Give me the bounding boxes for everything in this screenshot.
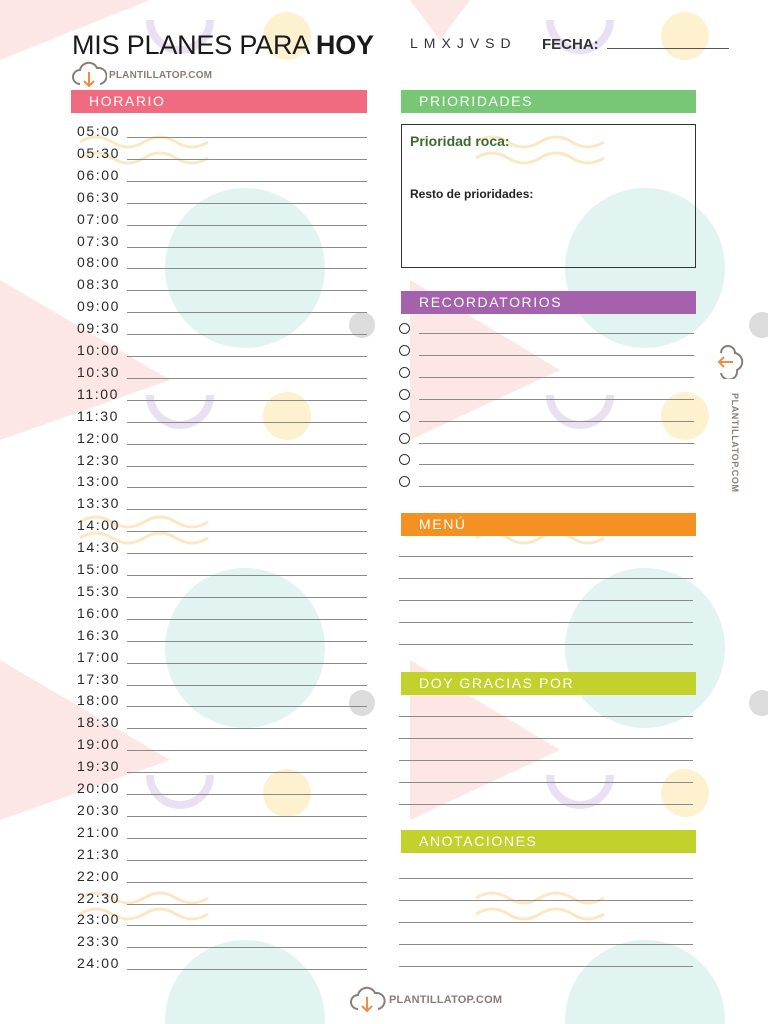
time-label: 06:30 [77,188,121,205]
arc-decor [550,775,610,805]
section-header-anotaciones: ANOTACIONES [401,830,696,853]
time-label: 09:00 [77,298,121,315]
time-label: 11:30 [77,407,119,424]
time-label: 13:00 [77,473,121,490]
time-slot-line[interactable] [127,334,367,335]
time-slot-line[interactable] [127,860,367,861]
time-slot-row[interactable] [77,824,367,846]
time-label: 15:00 [77,561,121,577]
time-slot-line[interactable] [127,268,367,269]
time-label: 08:30 [77,276,121,293]
time-slot-row[interactable] [77,276,367,298]
reminder-line[interactable] [419,464,694,465]
time-label: 21:30 [77,845,121,862]
reminder-line[interactable] [419,355,694,356]
time-label: 12:30 [77,451,121,468]
time-slot-row[interactable] [77,605,367,627]
time-slot-row[interactable] [77,342,367,364]
time-label: 07:30 [77,232,121,249]
time-label: 14:00 [77,517,121,534]
time-slot-line[interactable] [127,969,367,970]
reminder-checkbox[interactable] [399,476,410,487]
reminder-checkbox[interactable] [399,433,410,444]
time-slot-row[interactable] [77,452,367,474]
time-slot-row[interactable] [77,320,367,342]
reminder-checkbox[interactable] [399,454,410,465]
time-slot-line[interactable] [127,553,367,554]
time-label: 18:30 [77,714,121,731]
time-slot-row[interactable] [77,123,367,145]
reminder-checkbox[interactable] [399,345,410,356]
time-slot-line[interactable] [127,904,367,905]
time-label: 05:00 [77,123,121,139]
notes-line[interactable] [399,944,693,945]
time-slot-row[interactable] [77,386,367,408]
time-label: 16:00 [77,604,121,621]
time-label: 10:00 [77,342,121,358]
time-slot-line[interactable] [127,356,367,357]
time-slot-line[interactable] [127,247,367,248]
time-label: 17:00 [77,648,121,665]
reminder-item[interactable] [399,410,694,430]
reminder-line[interactable] [419,421,694,422]
time-slot-row[interactable] [77,780,367,802]
time-slot-line[interactable] [127,466,367,467]
time-label: 10:30 [77,363,121,380]
time-slot-row[interactable] [77,233,367,255]
time-slot-row[interactable] [77,408,367,430]
time-slot-row[interactable] [77,495,367,517]
time-slot-row[interactable] [77,627,367,649]
reminder-line[interactable] [419,377,694,378]
time-label: 24:00 [77,955,121,972]
time-slot-line[interactable] [127,794,367,795]
time-label: 19:00 [77,736,121,753]
gratitude-line[interactable] [399,760,693,761]
weekday-option[interactable]: L [410,35,418,51]
reminder-item[interactable] [399,432,694,452]
menu-line[interactable] [399,578,693,579]
time-slot-line[interactable] [127,159,367,160]
time-label: 09:30 [77,320,121,337]
triangle-decor [410,0,470,40]
time-label: 23:00 [77,911,121,928]
time-slot-line[interactable] [127,509,367,510]
time-slot-row[interactable] [77,692,367,714]
binder-hole [749,690,768,716]
dot-decor [661,769,709,817]
reminder-item[interactable] [399,453,694,473]
binder-hole [749,312,768,338]
side-logo-text: PLANTILLATOP.COM [730,393,740,493]
time-slot-row[interactable] [77,473,367,495]
menu-line[interactable] [399,622,693,623]
menu-line[interactable] [399,600,693,601]
time-slot-line[interactable] [127,947,367,948]
brand-logo: PLANTILLATOP.COM [71,58,212,92]
time-label: 17:30 [77,670,121,687]
time-slot-row[interactable] [77,846,367,868]
time-slot-line[interactable] [127,400,367,401]
reminder-line[interactable] [419,443,694,444]
weekday-option[interactable]: S [485,35,495,51]
time-slot-line[interactable] [127,685,367,686]
time-slot-row[interactable] [77,583,367,605]
time-slot-line[interactable] [127,750,367,751]
time-slot-row[interactable] [77,189,367,211]
time-label: 07:00 [77,210,121,227]
time-slot-row[interactable] [77,364,367,386]
reminder-line[interactable] [419,486,694,487]
time-slot-row[interactable] [77,539,367,561]
time-slot-row[interactable] [77,955,367,977]
time-slot-row[interactable] [77,254,367,276]
time-slot-row[interactable] [77,911,367,933]
time-slot-row[interactable] [77,211,367,233]
section-header-recordatorios: RECORDATORIOS [401,291,696,314]
side-brand-logo [712,345,746,493]
menu-line[interactable] [399,644,693,645]
weekday-option[interactable]: X [441,35,451,51]
time-slot-line[interactable] [127,619,367,620]
notes-line[interactable] [399,900,693,901]
time-slot-row[interactable] [77,649,367,671]
gratitude-line[interactable] [399,716,693,717]
time-slot-line[interactable] [127,487,367,488]
time-label: 20:00 [77,780,121,796]
reminder-item[interactable] [399,344,694,364]
time-label: 21:00 [77,823,121,840]
time-slot-row[interactable] [77,868,367,890]
gratitude-line[interactable] [399,738,693,739]
time-label: 12:00 [77,429,121,446]
notes-line[interactable] [399,966,693,967]
reminder-checkbox[interactable] [399,389,410,400]
time-label: 11:00 [77,385,119,402]
time-slot-row[interactable] [77,758,367,780]
time-slot-line[interactable] [127,706,367,707]
weekday-option[interactable]: D [500,35,511,51]
time-slot-row[interactable] [77,561,367,583]
section-header-menu: MENÚ [401,513,696,536]
time-label: 13:30 [77,495,121,512]
time-slot-line[interactable] [127,378,367,379]
time-slot-line[interactable] [127,312,367,313]
time-slot-line[interactable] [127,925,367,926]
time-slot-line[interactable] [127,816,367,817]
time-slot-row[interactable] [77,167,367,189]
time-slot-line[interactable] [127,641,367,642]
time-label: 22:30 [77,889,121,906]
time-label: 15:30 [77,582,121,599]
time-slot-row[interactable] [77,430,367,452]
cloud-download-icon [348,983,386,1017]
page-title: MIS PLANES PARA HOY [72,30,374,60]
reminder-line[interactable] [419,333,694,334]
time-label: 05:30 [77,144,121,161]
time-slot-line[interactable] [127,181,367,182]
weekday-option[interactable]: J [456,35,464,51]
time-label: 23:30 [77,933,121,950]
weekday-option[interactable]: M [423,35,436,51]
time-slot-line[interactable] [127,137,367,138]
priority-main-label: Prioridad roca: [410,133,510,149]
time-slot-row[interactable] [77,714,367,736]
reminder-checkbox[interactable] [399,323,410,334]
reminder-checkbox[interactable] [399,411,410,422]
time-slot-row[interactable] [77,145,367,167]
time-slot-row[interactable] [77,890,367,912]
time-slot-line[interactable] [127,772,367,773]
time-slot-line[interactable] [127,838,367,839]
reminder-item[interactable] [399,366,694,386]
time-slot-row[interactable] [77,298,367,320]
circle-decor [565,940,725,1024]
time-slot-row[interactable] [77,671,367,693]
priorities-box[interactable] [401,124,696,268]
reminder-item[interactable] [399,475,694,495]
section-header-prioridades: PRIORIDADES [401,90,696,113]
gratitude-line[interactable] [399,782,693,783]
time-slot-row[interactable] [77,517,367,539]
time-slot-line[interactable] [127,531,367,532]
section-header-gracias: DOY GRACIAS POR [401,672,696,695]
priority-rest-label: Resto de prioridades: [410,187,534,201]
reminder-item[interactable] [399,388,694,408]
notes-line[interactable] [399,922,693,923]
time-slot-line[interactable] [127,225,367,226]
time-slot-line[interactable] [127,882,367,883]
time-slot-row[interactable] [77,933,367,955]
time-slot-line[interactable] [127,290,367,291]
weekday-selector [410,35,517,51]
cloud-download-icon [71,58,107,92]
weekday-option[interactable]: V [469,35,480,51]
dot-decor [661,12,709,60]
reminder-checkbox[interactable] [399,367,410,378]
date-field[interactable] [607,48,729,49]
circle-decor [565,568,725,728]
notes-line[interactable] [399,878,693,879]
time-label: 19:30 [77,758,121,775]
time-label: 22:00 [77,867,121,884]
footer-brand-logo: PLANTILLATOP.COM [348,983,502,1017]
time-slot-line[interactable] [127,597,367,598]
time-label: 16:30 [77,626,121,643]
time-slot-line[interactable] [127,422,367,423]
time-slot-line[interactable] [127,575,367,576]
time-slot-row[interactable] [77,736,367,758]
time-label: 14:30 [77,539,121,556]
time-label: 08:00 [77,254,121,271]
menu-line[interactable] [399,556,693,557]
time-slot-row[interactable] [77,802,367,824]
reminder-line[interactable] [419,399,694,400]
time-slot-line[interactable] [127,663,367,664]
time-label: 20:30 [77,801,121,818]
time-label: 06:00 [77,166,121,183]
time-slot-line[interactable] [127,444,367,445]
date-label: FECHA: [542,36,599,53]
section-header-horario: HORARIO [71,90,367,113]
reminder-item[interactable] [399,322,694,342]
time-label: 18:00 [77,692,121,709]
gratitude-line[interactable] [399,804,693,805]
time-slot-line[interactable] [127,728,367,729]
time-slot-line[interactable] [127,203,367,204]
cloud-download-icon [712,345,746,379]
